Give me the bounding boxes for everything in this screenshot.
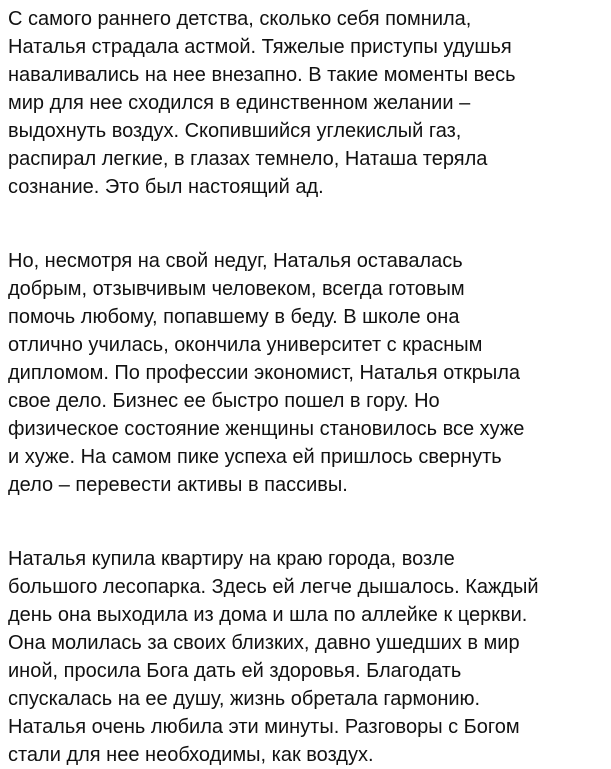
text-line: стали для нее необходимы, как воздух. [8,744,374,766]
text-line: спускалась на ее душу, жизнь обретала гармонию. [8,688,481,710]
text-line: Наталья страдала астмой. Тяжелые приступы удушья [8,36,512,58]
text-line: С самого раннего детства, сколько себя помнила, [8,8,472,30]
text-line: Она молилась за своих близких, давно ушедших в мир [8,632,520,654]
paragraph-church [8,545,600,769]
text-line: добрым, отзывчивым человеком, всегда готовым [8,278,465,300]
text-line: физическое состояние женщины становилось все хуже [8,418,525,440]
text-line: дипломом. По профессии экономист, Наталья открыла [8,362,521,384]
paragraph-career [8,247,600,499]
text-line: наваливались на нее внезапно. В такие моменты весь [8,64,516,86]
text-line: Но, несмотря на свой недуг, Наталья оставалась [8,250,463,272]
text-line: отлично училась, окончила университет с красным [8,334,483,356]
text-line: и хуже. На самом пике успеха ей пришлось свернуть [8,446,502,468]
text-line: мир для нее сходился в единственном желании – [8,92,471,114]
text-line: Наталья купила квартиру на краю города, возле [8,548,455,570]
text-line: помочь любому, попавшему в беду. В школе она [8,306,460,328]
text-line: день она выходила из дома и шла по аллейке к церкви. [8,604,528,626]
text-line: распирал легкие, в глазах темнело, Наташа теряла [8,148,488,170]
text-line: сознание. Это был настоящий ад. [8,176,324,198]
text-line: иной, просила Бога дать ей здоровья. Благодать [8,660,462,682]
text-line: большого лесопарка. Здесь ей легче дышалось. Каждый [8,576,539,598]
text-line: дело – перевести активы в пассивы. [8,474,348,496]
text-line: выдохнуть воздух. Скопившийся углекислый газ, [8,120,462,142]
text-line: свое дело. Бизнес ее быстро пошел в гору. Но [8,390,440,412]
text-line: Наталья очень любила эти минуты. Разговоры с Богом [8,716,520,738]
paragraph-childhood [8,0,600,201]
